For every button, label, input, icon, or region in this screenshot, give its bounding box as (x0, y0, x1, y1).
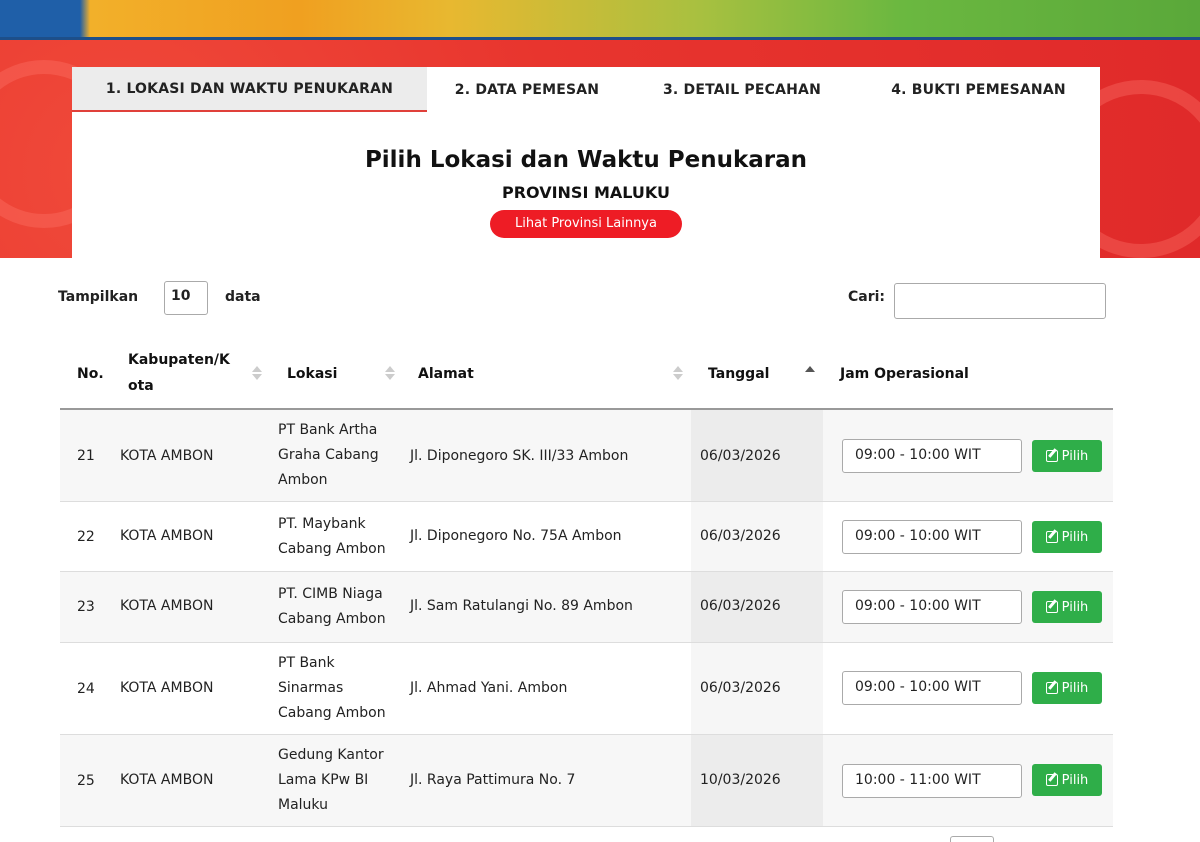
header-no[interactable]: No. (77, 366, 104, 382)
row-lokasi-line: Cabang Ambon (278, 705, 386, 721)
pilih-button[interactable] (1032, 764, 1102, 796)
pagination-box[interactable] (950, 836, 994, 842)
table-row (60, 410, 1113, 502)
row-lokasi-line: Gedung Kantor (278, 747, 384, 763)
time-slot-select[interactable]: 09:00 - 10:00 WIT (842, 439, 1022, 473)
row-tanggal: 06/03/2026 (700, 448, 781, 464)
table-row (60, 735, 1113, 827)
header-lokasi[interactable]: Lokasi (287, 366, 338, 382)
row-alamat: Jl. Diponegoro SK. III/33 Ambon (410, 448, 629, 464)
header-alamat[interactable]: Alamat (418, 366, 474, 382)
row-kabupaten: KOTA AMBON (120, 528, 214, 544)
header-kabupaten-line2[interactable]: ota (128, 378, 154, 394)
province-name: PROVINSI MALUKU (501, 183, 671, 202)
row-kabupaten: KOTA AMBON (120, 598, 214, 614)
show-label: Tampilkan (58, 289, 139, 305)
row-no: 23 (77, 599, 95, 615)
sort-lokasi-icon[interactable] (385, 366, 395, 382)
edit-icon (1046, 774, 1058, 786)
row-tanggal: 06/03/2026 (700, 528, 781, 544)
table-header (60, 340, 1113, 410)
tab-bukti-pemesanan[interactable]: 4. BUKTI PEMESANAN (891, 81, 1066, 98)
row-lokasi-line: PT. CIMB Niaga (278, 586, 383, 602)
row-kabupaten: KOTA AMBON (120, 448, 214, 464)
sort-kabupaten-icon[interactable] (252, 366, 262, 382)
row-tanggal: 06/03/2026 (700, 680, 781, 696)
row-kabupaten: KOTA AMBON (120, 680, 214, 696)
time-slot-select[interactable]: 09:00 - 10:00 WIT (842, 671, 1022, 705)
other-province-button[interactable]: Lihat Provinsi Lainnya (490, 210, 682, 238)
row-alamat: Jl. Ahmad Yani. Ambon (410, 680, 568, 696)
row-alamat: Jl. Sam Ratulangi No. 89 Ambon (410, 598, 633, 614)
row-lokasi-line: Sinarmas (278, 680, 344, 696)
time-slot-select[interactable]: 10:00 - 11:00 WIT (842, 764, 1022, 798)
table-row (60, 643, 1113, 735)
row-lokasi-line: Maluku (278, 797, 328, 813)
step-tabs (72, 67, 1100, 112)
row-no: 22 (77, 529, 95, 545)
tab-data-pemesan[interactable]: 2. DATA PEMESAN (454, 81, 600, 98)
page-size-select[interactable]: 10 (164, 281, 208, 315)
sort-tanggal-icon[interactable] (805, 366, 815, 382)
tab-lokasi-waktu[interactable]: 1. LOKASI DAN WAKTU PENUKARAN (72, 67, 427, 112)
row-lokasi-line: PT Bank (278, 655, 335, 671)
table-controls (58, 281, 1106, 321)
location-table (60, 340, 1113, 827)
pilih-button[interactable] (1032, 591, 1102, 623)
row-no: 24 (77, 681, 95, 697)
row-lokasi-line: Cabang Ambon (278, 541, 386, 557)
row-lokasi-line: PT. Maybank (278, 516, 366, 532)
pilih-button[interactable] (1032, 440, 1102, 472)
row-alamat: Jl. Diponegoro No. 75A Ambon (410, 528, 622, 544)
header-tanggal[interactable]: Tanggal (708, 366, 770, 382)
pilih-label: Pilih (1061, 599, 1089, 615)
edit-icon (1046, 682, 1058, 694)
edit-icon (1046, 601, 1058, 613)
pilih-label: Pilih (1061, 448, 1089, 464)
tab-detail-pecahan[interactable]: 3. DETAIL PECAHAN (662, 81, 822, 98)
row-tanggal: 06/03/2026 (700, 598, 781, 614)
sort-alamat-icon[interactable] (673, 366, 683, 382)
pilih-button[interactable] (1032, 672, 1102, 704)
row-no: 25 (77, 773, 95, 789)
pilih-label: Pilih (1061, 529, 1089, 545)
time-slot-select[interactable]: 09:00 - 10:00 WIT (842, 590, 1022, 624)
row-lokasi-line: Cabang Ambon (278, 611, 386, 627)
step-card (72, 67, 1100, 258)
header-kabupaten-line1[interactable]: Kabupaten/K (128, 352, 230, 368)
row-lokasi-line: Graha Cabang (278, 447, 379, 463)
header-jam-operasional[interactable]: Jam Operasional (840, 366, 969, 382)
table-row (60, 502, 1113, 572)
row-kabupaten: KOTA AMBON (120, 772, 214, 788)
row-lokasi-line: Lama KPw BI (278, 772, 369, 788)
pilih-label: Pilih (1061, 680, 1089, 696)
page-title: Pilih Lokasi dan Waktu Penukaran (364, 147, 808, 173)
time-slot-select[interactable]: 09:00 - 10:00 WIT (842, 520, 1022, 554)
row-lokasi-line: Ambon (278, 472, 328, 488)
pilih-label: Pilih (1061, 772, 1089, 788)
pilih-button[interactable] (1032, 521, 1102, 553)
row-no: 21 (77, 448, 95, 464)
edit-icon (1046, 531, 1058, 543)
search-label: Cari: (848, 289, 886, 305)
search-input[interactable] (894, 283, 1106, 319)
row-tanggal: 10/03/2026 (700, 772, 781, 788)
row-alamat: Jl. Raya Pattimura No. 7 (410, 772, 576, 788)
banner-top (0, 0, 1200, 40)
edit-icon (1046, 450, 1058, 462)
row-lokasi-line: PT Bank Artha (278, 422, 378, 438)
data-label: data (225, 289, 261, 305)
table-row (60, 572, 1113, 643)
